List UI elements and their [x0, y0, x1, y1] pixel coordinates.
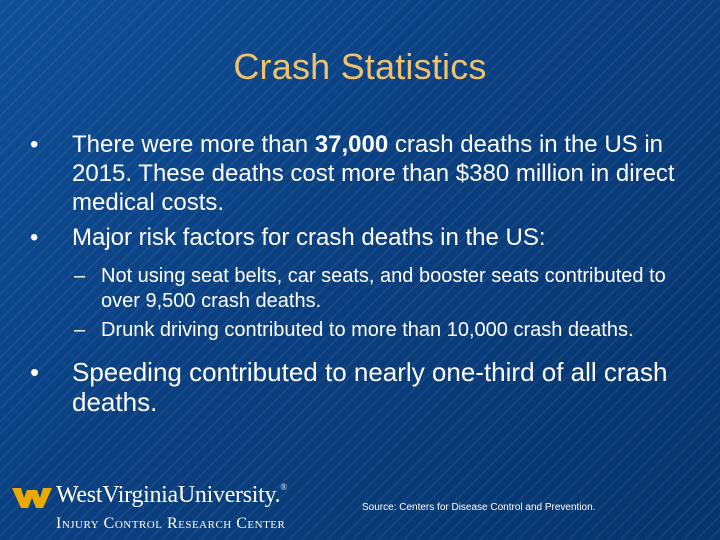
wvu-flying-wv-icon: [12, 486, 52, 510]
bullet-text-end: crash deaths in the US in 2015. These deaths cost more than $380 million in direct medical costs.: [72, 131, 675, 216]
sub-bullet-text: Not using seat belts, car seats, and booster seats contributed to over 9,500 crash deaths.: [101, 265, 666, 312]
center-name: Injury Control Research Center: [56, 515, 286, 532]
sub-bullet-marker: –: [74, 265, 86, 287]
bullet-text: Speeding contributed to nearly one-third of all crash deaths.: [72, 357, 668, 417]
slide-title: Crash Statistics: [233, 46, 487, 87]
university-name: WestVirginiaUniversity.: [56, 482, 281, 508]
university-logo-text: [56, 482, 287, 509]
bullet-speeding: [30, 357, 690, 417]
sub-bullet-seat-belts: [30, 264, 690, 314]
sub-bullet-drunk-driving: [30, 318, 690, 343]
bullet-marker: •: [30, 357, 40, 387]
risk-factor-list: [30, 264, 690, 343]
bullet-crash-deaths: [30, 130, 690, 217]
sub-bullet-text: Drunk driving contributed to more than 10,000 crash deaths.: [101, 319, 634, 341]
trademark-mark: ®: [280, 482, 287, 492]
bullet-text-bold: 37,000: [314, 131, 389, 158]
sub-bullet-marker: –: [74, 319, 86, 341]
source-citation: Source: Centers for Disease Control and Prevention.: [362, 502, 596, 513]
footer: [0, 478, 720, 540]
bullet-risk-factors: [30, 223, 690, 252]
bullet-marker: •: [30, 224, 39, 251]
bullet-marker: •: [30, 131, 39, 158]
bullet-text-start: There were more than: [72, 131, 315, 158]
bullet-text: Major risk factors for crash deaths in the US:: [72, 224, 546, 251]
slide-content: [30, 130, 690, 423]
